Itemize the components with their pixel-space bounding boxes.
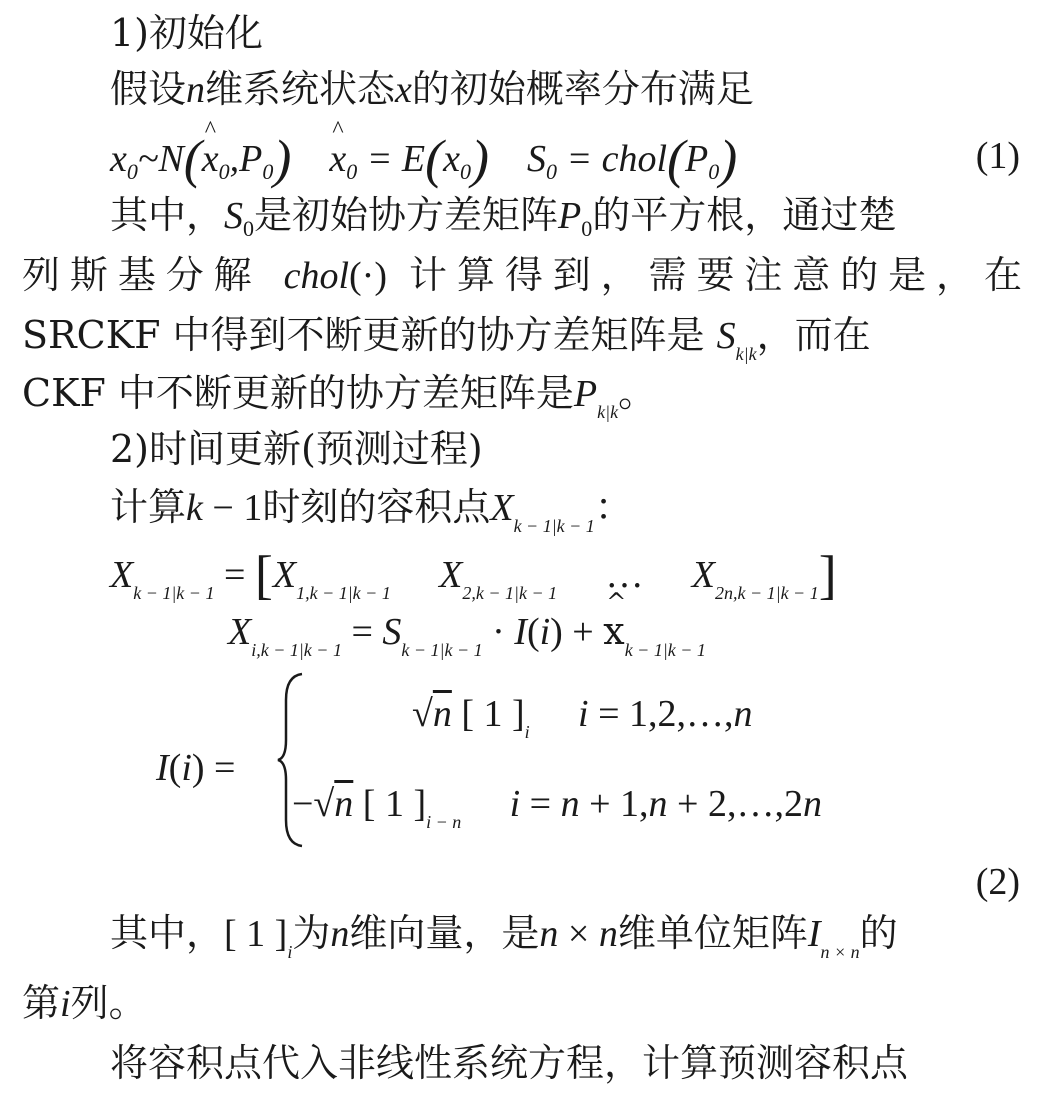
equation-I-lhs: I(i) = — [156, 747, 236, 789]
equation-number-1: (1) — [975, 135, 1020, 177]
equation-1: $x_0\sim N(\^{}$ $x_0,P_0$) ^ $x_0 = E(x_0)$ $S_0$ = $chol(P_0)$ — [110, 132, 737, 186]
equation-I-case2: −√n [ 1 ]$_{i - n}$ i = n + 1,n + 2,…,2n — [292, 783, 822, 832]
section-heading-time-update: 2)时间更新(预测过程) — [110, 427, 483, 471]
paragraph-explanation-line3: SRCKF 中得到不断更新的协方差矩阵是 $S_{k|k}$，而在 — [22, 313, 871, 364]
section-heading-init: 1)初始化 — [110, 11, 264, 55]
paragraph-explanation-line2: 列斯基分解 chol(·) 计算得到，需要注意的是，在 — [22, 253, 1022, 297]
equation-cubature-point-i: $X_{i,k - 1|k - 1} = S_{k - 1|k - 1} \cdot I(i)$ + ^ $x_{k - 1|k - 1}$ — [228, 612, 706, 659]
paragraph-unit-vector-line1: 其中，[ 1 ]$_i$为n维向量，是n × n维单位矩阵$I_{n \times n}$的 — [110, 911, 898, 962]
paragraph-explanation-line4: CKF 中不断更新的协方差矩阵是$P_{k|k}$。 — [22, 371, 657, 422]
paragraph-cubature-points: 计算k − 1时刻的容积点$X_{k - 1|k - 1}$： — [110, 485, 633, 536]
paragraph-predict-cubature: 将容积点代入非线性系统方程，计算预测容积点 — [110, 1041, 909, 1085]
equation-cubature-matrix: $X_{k - 1|k - 1} = [X_{1,k - 1|k - 1}$ $X_{2,k - 1|k - 1}$ … $X_{2n,k - 1|k - 1}$] — [110, 545, 837, 605]
paragraph-state-distribution: 假设n维系统状态x的初始概率分布满足 — [110, 67, 754, 111]
equation-I-case1: √n [ 1 ]$_i$ i = 1,2,…,n — [412, 693, 753, 742]
paragraph-unit-vector-line2: 第i列。 — [22, 981, 147, 1025]
paragraph-explanation-line1: 其中，$S_0$是初始协方差矩阵$P_0$的平方根，通过楚 — [110, 193, 897, 241]
equation-number-2: (2) — [975, 861, 1020, 903]
